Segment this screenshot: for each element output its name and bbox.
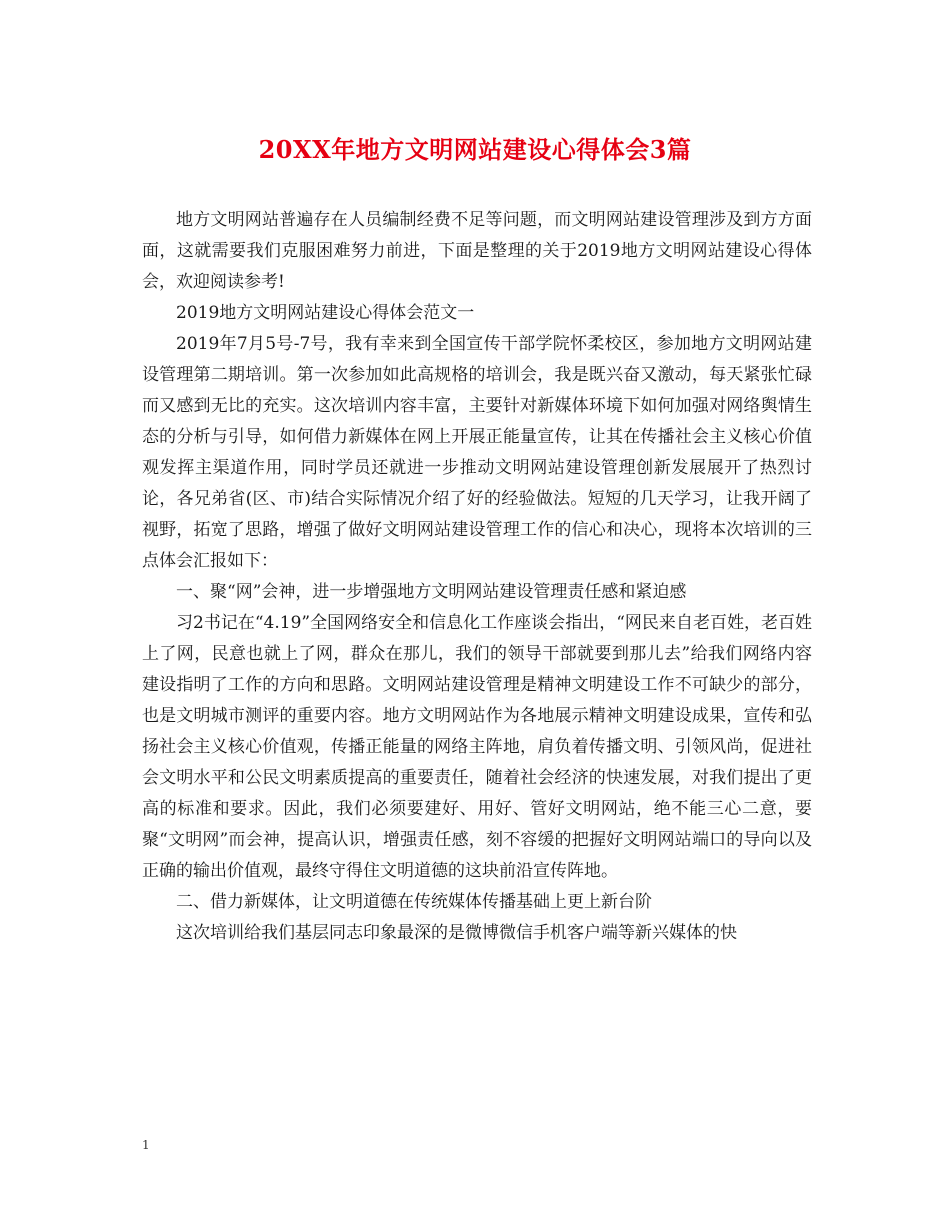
paragraph-point-two: 这次培训给我们基层同志印象最深的是微博微信手机客户端等新兴媒体的快 — [176, 923, 737, 943]
page-number: 1 — [142, 1138, 150, 1152]
paragraph-training-summary: 2019年7月5号-7号，我有幸来到全国宣传干部学院怀柔校区，参加地方文明网站建设管理第二期培训。第一次参加如此高规格的培训会，我是既兴奋又激动，每天紧张忙碌而又感到无比的充实。这次培训内容丰富，主要针对新媒体环境下如何加强对网络舆情生态的分析与引导，如何借力新媒体在网上开展正能量宣传，让其在传播社会主义核心价值观发挥主渠道作用，同时学员还就进一步推动文明网站建设管理创新发展展开了热烈讨论，各兄弟省(区、市)结合实际情况介绍了好的经验做法。短短的几天学习，让我开阔了视野，拓宽了思路，增强了做好文明网站建设管理工作的信心和决心，现将本次培训的三点体会汇报如下： — [142, 334, 812, 571]
document-title: 20XX年地方文明网站建设心得体会3篇 — [258, 135, 692, 164]
document-body — [142, 205, 812, 949]
section-heading-sample-one: 2019地方文明网站建设心得体会范文一 — [176, 303, 475, 323]
paragraph-point-one: 习2书记在“4.19”全国网络安全和信息化工作座谈会指出，“网民来自老百姓，老百姓上了网，民意也就上了网，群众在那儿，我们的领导干部就要到那儿去”给我们网络内容建设指明了工作的方向和思路。文明网站建设管理是精神文明建设工作不可缺少的部分，也是文明城市测评的重要内容。地方文明网站作为各地展示精神文明建设成果，宣传和弘扬社会主义核心价值观，传播正能量的网络主阵地，肩负着传播文明、引领风尚，促进社会文明水平和公民文明素质提高的重要责任，随着社会经济的快速发展，对我们提出了更高的标准和要求。因此，我们必须要建好、用好、管好文明网站，绝不能三心二意，要聚“文明网”而会神，提高认识，增强责任感，刻不容缓的把握好文明网站端口的导向以及正确的输出价值观，最终守得住文明道德的这块前沿宣传阵地。 — [142, 613, 812, 881]
subheading-point-one: 一、聚“网”会神，进一步增强地方文明网站建设管理责任感和紧迫感 — [176, 582, 687, 602]
subheading-point-two: 二、借力新媒体，让文明道德在传统媒体传播基础上更上新台阶 — [176, 892, 652, 912]
paragraph-intro: 地方文明网站普遍存在人员编制经费不足等问题，而文明网站建设管理涉及到方方面面，这就需要我们克服困难努力前进，下面是整理的关于2019地方文明网站建设心得体会，欢迎阅读参考! — [142, 210, 812, 292]
